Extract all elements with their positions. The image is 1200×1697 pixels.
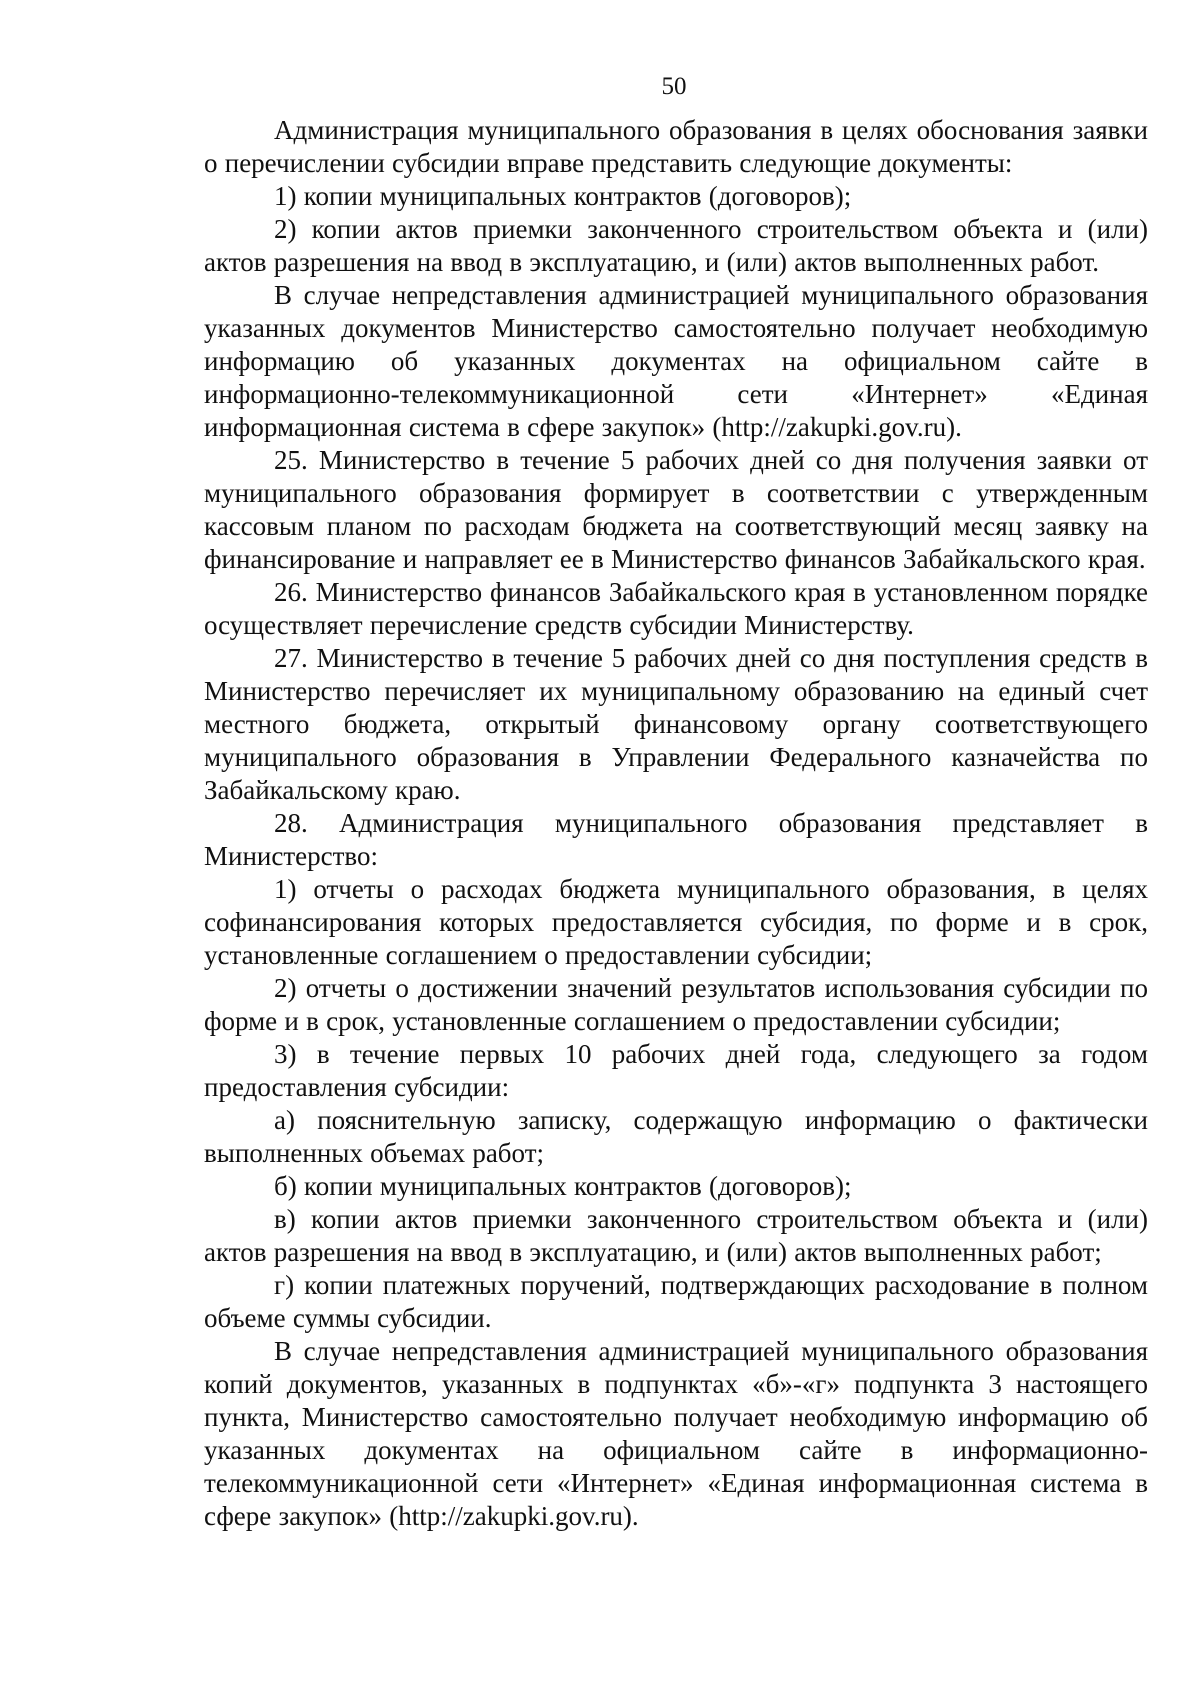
- paragraph-list-item-2: 2) копии актов приемки законченного строительством объекта и (или) актов разрешения на ввод в эксплуатацию, и (или) актов выполненных работ.: [204, 214, 1148, 277]
- paragraph-clause-28-item-3: 3) в течение первых 10 рабочих дней года, следующего за годом предоставления субсидии:: [204, 1039, 1148, 1102]
- paragraph-clause-27: 27. Министерство в течение 5 рабочих дней со дня поступления средств в Министерство перечисляет их муниципальному образованию на единый счет местного бюджета, открытый финансовому органу соответствующего муниципального образования в Управлении Федерального казначейства по Забайкальскому краю.: [204, 643, 1148, 805]
- document-body: [204, 114, 1148, 1533]
- paragraph-clause-28-item-1: 1) отчеты о расходах бюджета муниципального образования, в целях софинансирования которых предоставляется субсидия, по форме и в срок, установленные соглашением о предоставлении субсидии;: [204, 874, 1148, 970]
- paragraph-clause-28-item-2: 2) отчеты о достижении значений результатов использования субсидии по форме и в срок, установленные соглашением о предоставлении субсидии;: [204, 973, 1148, 1036]
- page-number: 50: [661, 73, 687, 100]
- paragraph-subitem-b: б) копии муниципальных контрактов (договоров);: [274, 1171, 852, 1201]
- paragraph-subitem-g: г) копии платежных поручений, подтверждающих расходование в полном объеме суммы субсидии.: [204, 1270, 1148, 1333]
- paragraph-clause-25: 25. Министерство в течение 5 рабочих дней со дня получения заявки от муниципального образования формирует в соответствии с утвержденным кассовым планом по расходам бюджета на соответствующий месяц заявку на финансирование и направляет ее в Министерство финансов Забайкальского края.: [204, 445, 1148, 574]
- paragraph-clause-28: 28. Администрация муниципального образования представляет в Министерство:: [204, 808, 1148, 871]
- paragraph-subitem-v: в) копии актов приемки законченного строительством объекта и (или) актов разрешения на ввод в эксплуатацию, и (или) актов выполненных работ;: [204, 1204, 1148, 1267]
- paragraph-final-nonsubmission: В случае непредставления администрацией муниципального образования копий документов, указанных в подпунктах «б»-«г» подпункта 3 настоящего пункта, Министерство самостоятельно получает необходимую информацию об указанных документах на официальном сайте в информационно-телекоммуникационной сети «Интернет» «Единая информационная система в сфере закупок» (http://zakupki.gov.ru).: [204, 1336, 1148, 1531]
- paragraph-subitem-a: а) пояснительную записку, содержащую информацию о фактически выполненных объемах работ;: [204, 1105, 1148, 1168]
- paragraph-list-item-1: 1) копии муниципальных контрактов (договоров);: [274, 181, 852, 211]
- paragraph-clause-26: 26. Министерство финансов Забайкальского края в установленном порядке осуществляет перечисление средств субсидии Министерству.: [204, 577, 1148, 640]
- paragraph-nonsubmission: В случае непредставления администрацией муниципального образования указанных документов Министерство самостоятельно получает необходимую информацию об указанных документах на официальном сайте в информационно-телекоммуникационной сети «Интернет» «Единая информационная система в сфере закупок» (http://zakupki.gov.ru).: [204, 280, 1148, 442]
- paragraph-intro: Администрация муниципального образования в целях обоснования заявки о перечислении субсидии вправе представить следующие документы:: [204, 115, 1148, 178]
